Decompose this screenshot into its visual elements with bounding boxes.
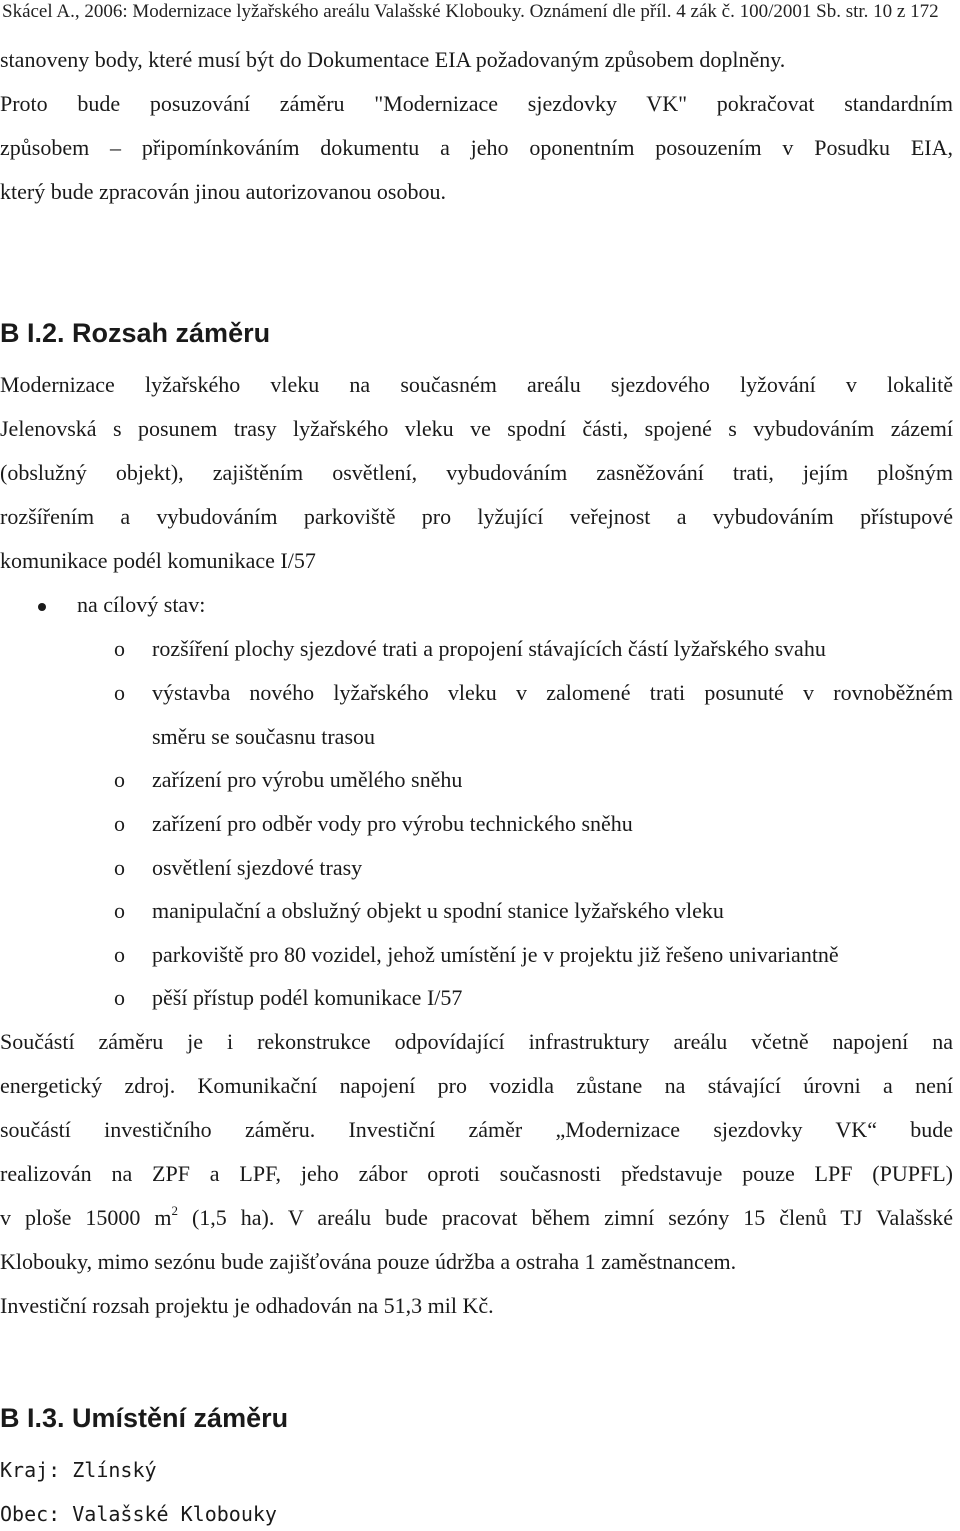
intro-paragraph xyxy=(0,38,953,214)
scope-line: rozšířením a vybudováním parkoviště pro lyžující veřejnost a vybudováním přístupové xyxy=(0,504,953,529)
municipality-line: Obec: Valašské Klobouky xyxy=(0,1502,277,1526)
scope-paragraph xyxy=(0,363,953,583)
area-rest-text: (1,5 ha). V areálu bude pracovat během zimní sezóny 15 členů TJ Valašské xyxy=(177,1205,953,1230)
closing-line: realizován na ZPF a LPF, jeho zábor oproti současnosti představuje pouze LPF (PUPFL) xyxy=(0,1161,953,1186)
circle-bullet-icon: o xyxy=(114,811,125,836)
list-item-text: zařízení pro odběr vody pro výrobu technického sněhu xyxy=(152,811,633,836)
circle-bullet-icon: o xyxy=(114,636,125,661)
closing-line: energetický zdroj. Komunikační napojení pro vozidla zůstane na stávající úrovni a není xyxy=(0,1073,953,1098)
intro-line: způsobem – připomínkováním dokumentu a jeho oponentním posouzením v Posudku EIA, xyxy=(0,135,953,160)
circle-bullet-icon: o xyxy=(114,680,125,705)
list-item-text: manipulační a obslužný objekt u spodní stanice lyžařského vleku xyxy=(152,898,724,923)
intro-line: stanoveny body, které musí být do Dokumentace EIA požadovaným způsobem doplněny. xyxy=(0,47,786,72)
closing-paragraph xyxy=(0,1020,953,1328)
bullet-item xyxy=(0,583,953,627)
list-item-text: parkoviště pro 80 vozidel, jehož umístění je v projektu již řešeno univariantně xyxy=(152,942,839,967)
closing-line: Klobouky, mimo sezónu bude zajišťována pouze údržba a ostraha 1 zaměstnancem. xyxy=(0,1249,737,1274)
region-line: Kraj: Zlínský xyxy=(0,1458,157,1482)
page-header: Skácel A., 2006: Modernizace lyžařského areálu Valašské Klobouky. Oznámení dle příl. 4 zák č. 100/2001 Sb. str. 10 z 172 xyxy=(2,1,939,22)
area-text: v ploše 15000 m xyxy=(0,1205,172,1230)
list-item-text: rozšíření plochy sjezdové trati a propojení stávajících částí lyžařského svahu xyxy=(152,636,826,661)
list-item-text: osvětlení sjezdové trasy xyxy=(152,855,363,880)
circle-bullet-icon: o xyxy=(114,855,125,880)
scope-line: Jelenovská s posunem trasy lyžařského vleku ve spodní části, spojené s vybudováním zázemí xyxy=(0,416,953,441)
list-item-text: pěší přístup podél komunikace I/57 xyxy=(152,985,463,1010)
closing-line-area xyxy=(0,1196,953,1240)
bullet-dot-icon xyxy=(38,603,46,611)
scope-line: komunikace podél komunikace I/57 xyxy=(0,548,316,573)
circle-bullet-icon: o xyxy=(114,985,125,1010)
circle-bullet-icon: o xyxy=(114,767,125,792)
closing-line: Součástí záměru je i rekonstrukce odpovídající infrastruktury areálu včetně napojení na xyxy=(0,1029,953,1054)
intro-line: Proto bude posuzování záměru "Modernizace sjezdovky VK" pokračovat standardním xyxy=(0,91,953,116)
circle-bullet-icon: o xyxy=(114,942,125,967)
list-item-text: směru se současnu trasou xyxy=(152,724,376,749)
scope-line: Modernizace lyžařského vleku na současném areálu sjezdového lyžování v lokalitě xyxy=(0,372,953,397)
section-heading-b13: B I.3. Umístění záměru xyxy=(0,1403,289,1433)
closing-line: Investiční rozsah projektu je odhadován na 51,3 mil Kč. xyxy=(0,1293,494,1318)
scope-line: (obslužný objekt), zajištěním osvětlení, vybudováním zasněžování trati, jejím plošným xyxy=(0,460,953,485)
circle-bullet-icon: o xyxy=(114,898,125,923)
list-item-text: výstavba nového lyžařského vleku v zalomené trati posunuté v rovnoběžném xyxy=(152,680,953,705)
area-superscript: 2 xyxy=(171,1202,178,1218)
section-heading-b12: B I.2. Rozsah záměru xyxy=(0,318,271,348)
list-item-text: zařízení pro výrobu umělého sněhu xyxy=(152,767,463,792)
intro-line: který bude zpracován jinou autorizovanou osobou. xyxy=(0,179,446,204)
bullet-text: na cílový stav: xyxy=(77,592,206,617)
closing-line: součástí investičního záměru. Investiční záměr „Modernizace sjezdovky VK“ bude xyxy=(0,1117,953,1142)
